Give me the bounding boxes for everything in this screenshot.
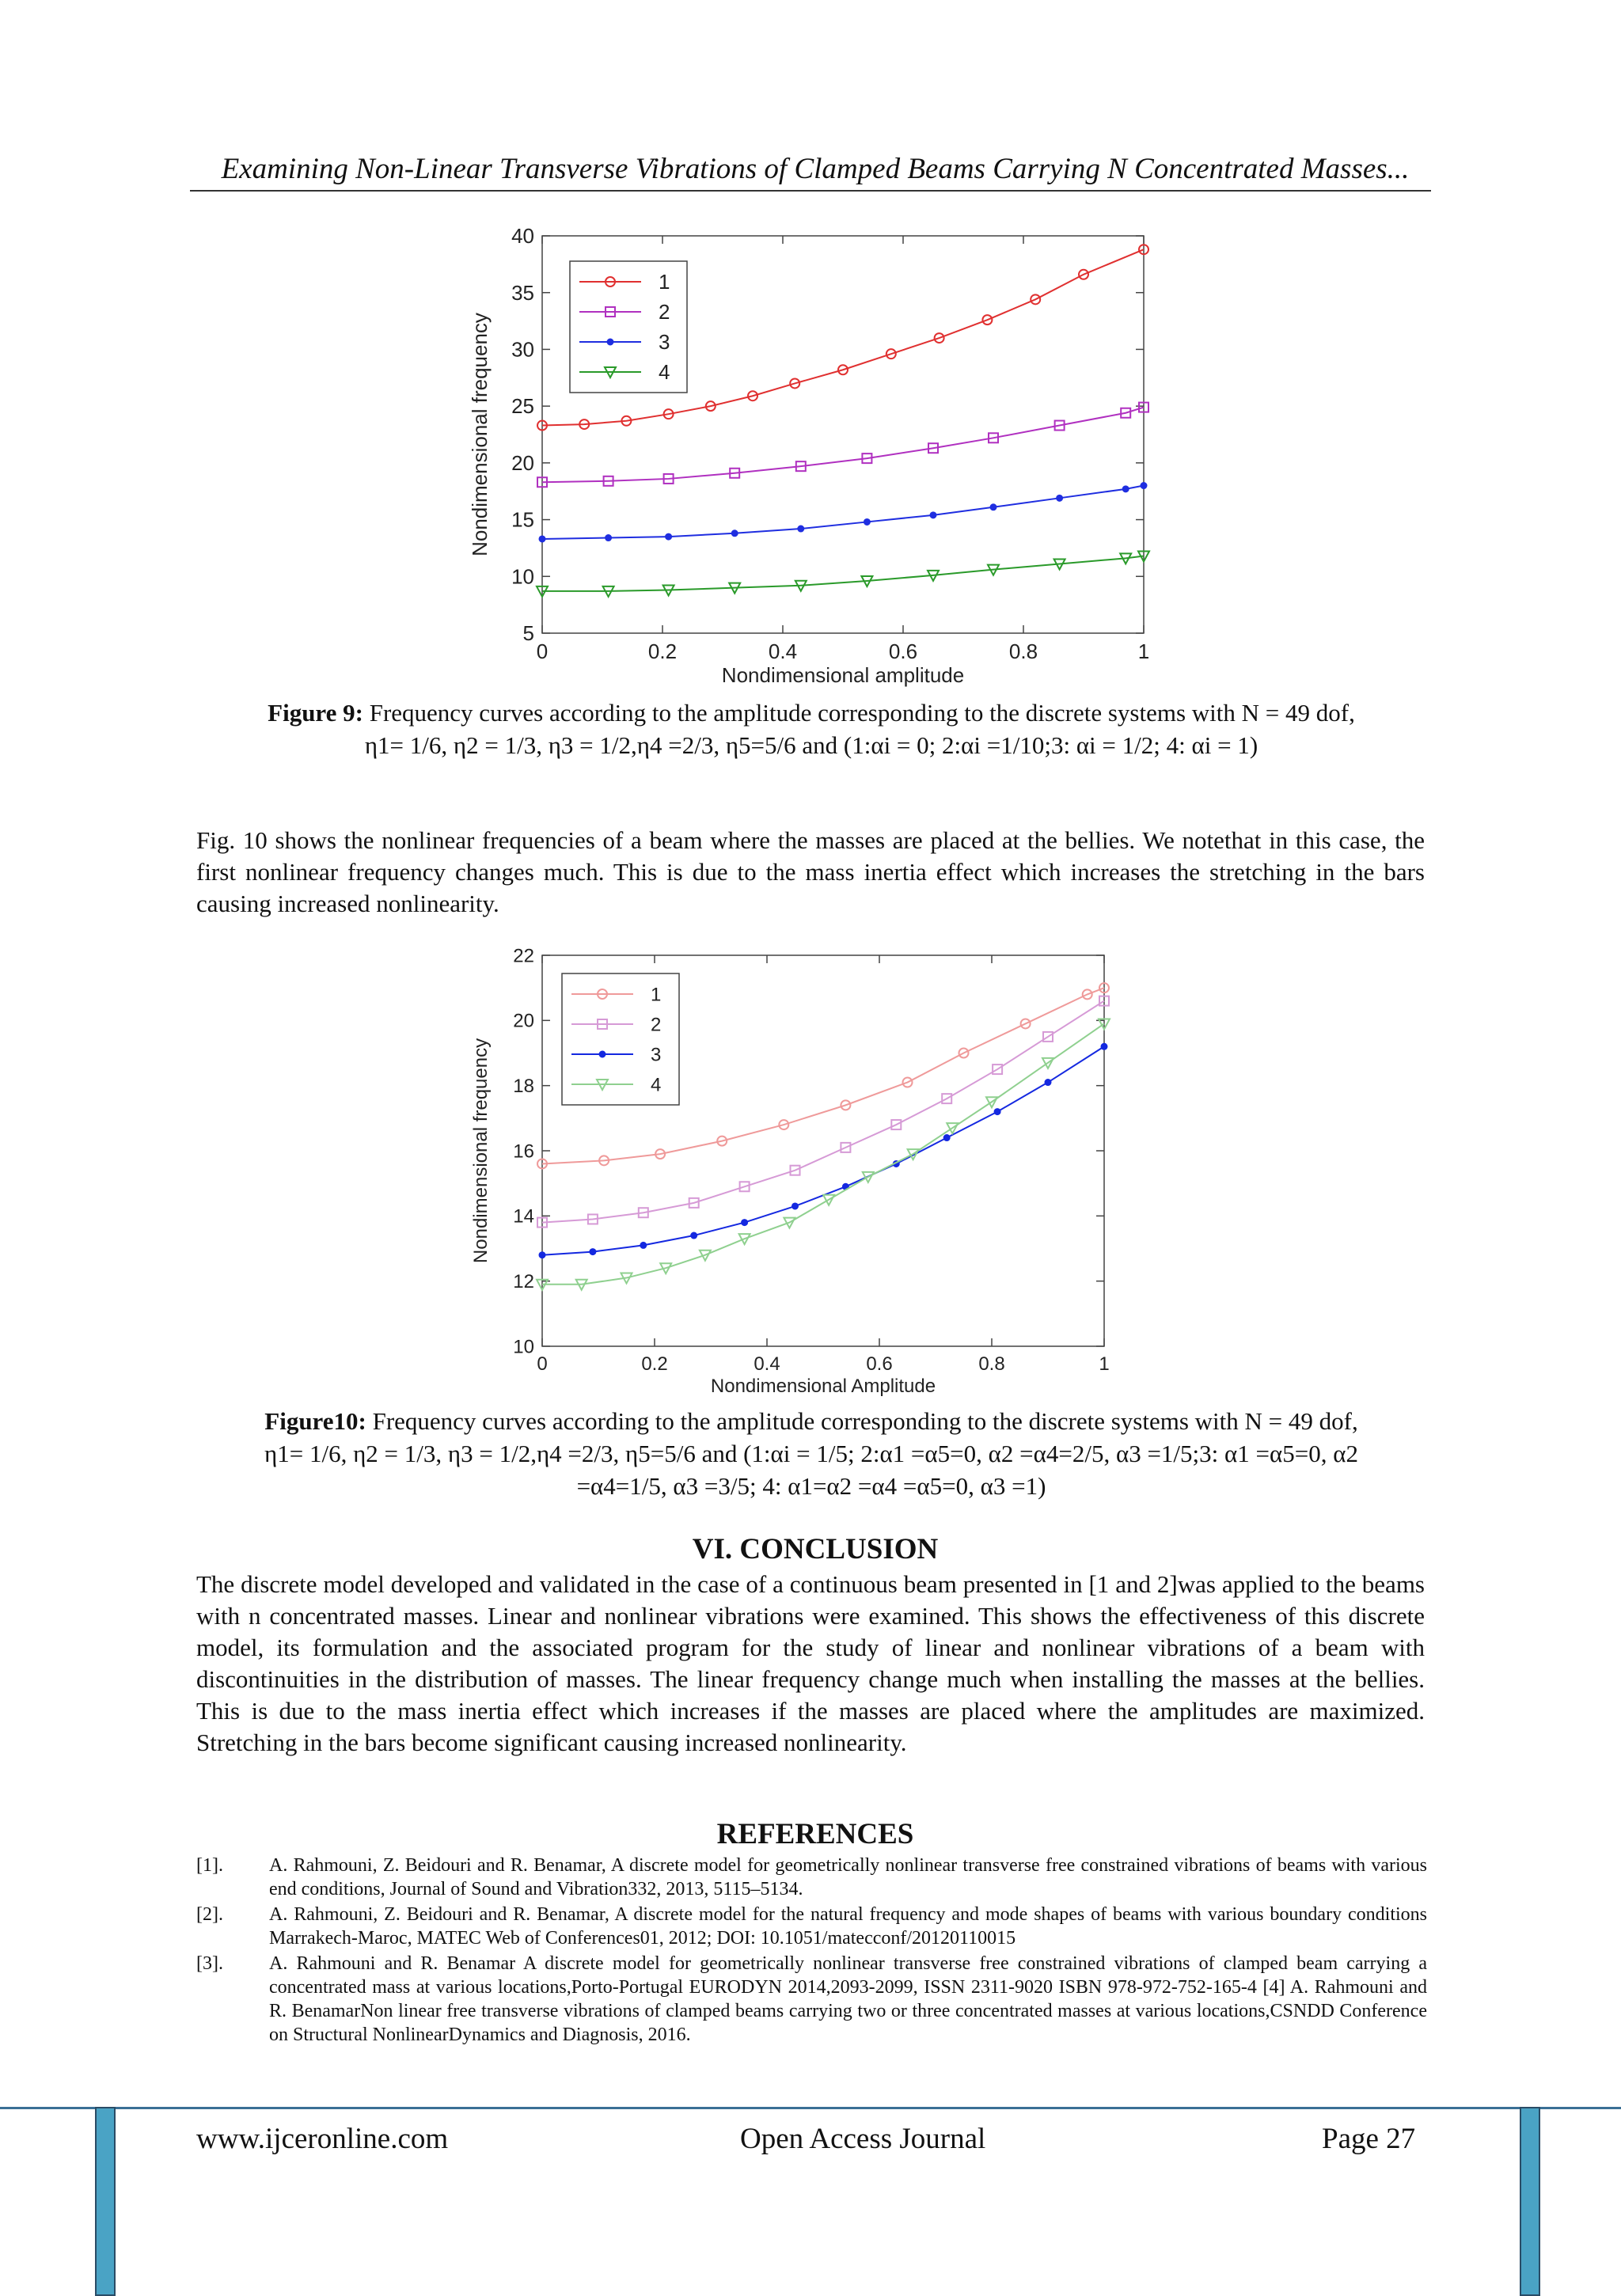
legend-label: 3 — [651, 1044, 662, 1066]
y-tick-label: 22 — [513, 945, 534, 967]
reference-item — [196, 1952, 1427, 2047]
data-point — [1141, 483, 1147, 489]
figure-9-chart — [443, 220, 1171, 693]
legend-label: 3 — [659, 330, 670, 355]
figure-9-caption-line1: Frequency curves according to the amplitude corresponding to the discrete systems with N = 49 dof, — [369, 699, 1355, 727]
data-point — [792, 1203, 799, 1209]
y-tick-label: 40 — [511, 224, 534, 249]
y-tick-label: 15 — [511, 507, 534, 532]
y-tick-label: 14 — [513, 1205, 534, 1228]
figure-10-caption-line3: =α4=1/5, α3 =3/5; 4: α1=α2 =α4 =α5=0, α3 =1) — [576, 1472, 1046, 1500]
data-point — [1057, 495, 1063, 501]
reference-number: [3]. — [196, 1953, 223, 1974]
x-tick-label: 1 — [1137, 639, 1150, 663]
data-point — [1122, 486, 1129, 492]
footer-website[interactable]: www.ijceronline.com — [196, 2123, 449, 2155]
figure-9-caption-line2: η1= 1/6, η2 = 1/3, η3 = 1/2,η4 =2/3, η5=5/6 and (1:αi = 0; 2:αi =1/10;3: αi = 1/2; 4: αi = 1) — [364, 731, 1258, 759]
x-tick-label: 0.8 — [1008, 639, 1038, 663]
y-tick-label: 30 — [511, 337, 534, 362]
footer-right-bar — [1520, 2107, 1540, 2296]
y-tick-label: 18 — [513, 1076, 534, 1098]
body-paragraph: Fig. 10 shows the nonlinear frequencies of a beam where the masses are placed at the bellies. We notethat in this case, the first nonlinear frequency changes much. This is due to the mass inertia effect which increases the stretching in the bars causing increased nonlinearity. — [196, 826, 1425, 917]
data-point — [539, 1252, 545, 1258]
x-tick-label: 0.4 — [768, 639, 798, 663]
y-tick-label: 20 — [511, 450, 534, 475]
legend-label: 4 — [651, 1074, 662, 1096]
y-axis-label: Nondimensional frequency — [470, 1038, 492, 1264]
legend-label: 2 — [651, 1014, 662, 1036]
figure-10-caption-line2: η1= 1/6, η2 = 1/3, η3 = 1/2,η4 =2/3, η5=5/6 and (1:αi = 1/5; 2:α1 =α5=0, α2 =α4=2/5, α3 =1/5;3: α1 =α5=0, α2 — [264, 1440, 1358, 1467]
x-tick-label: 0 — [536, 639, 549, 663]
x-tick-label: 0.2 — [647, 639, 678, 663]
data-point — [943, 1135, 950, 1141]
figure-9-label: Figure 9: — [268, 699, 363, 727]
y-tick-label: 12 — [513, 1271, 534, 1293]
y-tick-label: 5 — [522, 621, 534, 646]
x-axis-label: Nondimensional Amplitude — [710, 1376, 936, 1397]
data-point — [994, 1109, 1000, 1115]
x-tick-label: 0.2 — [641, 1353, 668, 1375]
x-tick-label: 0.8 — [978, 1353, 1005, 1375]
header-divider — [190, 190, 1431, 192]
legend-box — [562, 973, 679, 1105]
data-point — [864, 518, 870, 525]
footer-page-number: Page 27 — [1322, 2123, 1416, 2155]
data-point — [731, 530, 738, 537]
data-point — [666, 533, 672, 540]
reference-text: A. Rahmouni, Z. Beidouri and R. Benamar, A discrete model for the natural frequency and mode shapes of beams with various boundary conditions Marrakech-Maroc, MATEC Web of Conferences01, 2012; DOI: 10.1051/matecconf/20120110015 — [269, 1904, 1427, 1949]
legend-label: 1 — [651, 984, 662, 1006]
reference-item — [196, 1854, 1427, 1901]
legend-label: 1 — [659, 270, 670, 294]
data-point — [798, 526, 804, 532]
data-point — [539, 536, 545, 542]
conclusion-text: The discrete model developed and validated in the case of a continuous beam presented in [1 and 2]was applied to the beams with n concentrated masses. Linear and nonlinear vibrations were examined. This shows the effectiveness of this discrete model, its formulation and the associated program for the study of linear and nonlinear vibrations of a beam with discontinuities in the distribution of masses. The linear frequency change much when installing the masses at the bellies. This is due to the mass inertia effect which increases if the masses are placed where the amplitudes are maximized. Stretching in the bars become significant causing increased nonlinearity. — [196, 1570, 1425, 1756]
legend-label: 4 — [659, 360, 670, 385]
data-point — [691, 1232, 697, 1239]
data-point — [742, 1220, 748, 1226]
data-point — [930, 512, 936, 518]
x-tick-label: 0.6 — [866, 1353, 893, 1375]
reference-number: [2]. — [196, 1904, 223, 1925]
y-axis-label: Nondimensional frequency — [468, 313, 492, 556]
reference-text: A. Rahmouni, Z. Beidouri and R. Benamar, A discrete model for geometrically nonlinear transverse free constrained vibrations of beams with various end conditions, Journal of Sound and Vibration332, 2013, 5115–5134. — [269, 1855, 1427, 1899]
data-point — [990, 504, 997, 510]
footer-divider — [0, 2107, 1621, 2109]
data-point — [606, 535, 612, 541]
legend-marker — [599, 1051, 606, 1057]
conclusion-title: VI. CONCLUSION — [692, 1533, 939, 1565]
reference-number: [1]. — [196, 1855, 223, 1876]
y-tick-label: 10 — [511, 564, 534, 589]
x-axis-label: Nondimensional amplitude — [721, 663, 965, 687]
figure-10-label: Figure10: — [264, 1407, 366, 1435]
y-tick-label: 20 — [513, 1010, 534, 1032]
figure-10-caption — [198, 1405, 1425, 1502]
data-point — [1045, 1080, 1051, 1086]
references-title: REFERENCES — [716, 1818, 914, 1850]
data-point — [590, 1249, 596, 1255]
figure-9-caption — [198, 696, 1425, 761]
running-header: Examining Non-Linear Transverse Vibrations of Clamped Beams Carrying N Concentrated Masses... — [221, 153, 1410, 185]
references-list — [196, 1854, 1427, 2048]
reference-item — [196, 1903, 1427, 1950]
legend-marker — [607, 339, 613, 345]
reference-text: A. Rahmouni and R. Benamar A discrete model for geometrically nonlinear transverse free constrained vibrations of clamped beam carrying a concentrated mass at various locations,Porto-Portugal EURODYN 2014,2093-2099, ISSN 2311-9020 ISBN 978-972-752-165-4 [4] A. Rahmouni and R. BenamarNon linear free transverse vibrations of clamped beams carrying two or three concentrated masses at various locations,CSNDD Conference on Structural NonlinearDynamics and Diagnosis, 2016. — [269, 1953, 1427, 2045]
y-tick-label: 16 — [513, 1140, 534, 1163]
y-tick-label: 25 — [511, 394, 534, 419]
y-tick-label: 35 — [511, 280, 534, 305]
data-point — [640, 1242, 647, 1248]
x-tick-label: 1 — [1099, 1353, 1110, 1375]
legend-label: 2 — [659, 300, 670, 324]
x-tick-label: 0.6 — [888, 639, 918, 663]
footer-journal: Open Access Journal — [740, 2123, 986, 2155]
x-tick-label: 0.4 — [754, 1353, 780, 1375]
data-point — [1101, 1043, 1107, 1049]
footer-left-bar — [95, 2107, 116, 2296]
figure-10-caption-line1: Frequency curves according to the amplitude corresponding to the discrete systems with N = 49 dof, — [372, 1407, 1358, 1435]
y-tick-label: 10 — [513, 1336, 534, 1358]
figure-10-chart — [467, 938, 1124, 1403]
x-tick-label: 0 — [537, 1353, 548, 1375]
